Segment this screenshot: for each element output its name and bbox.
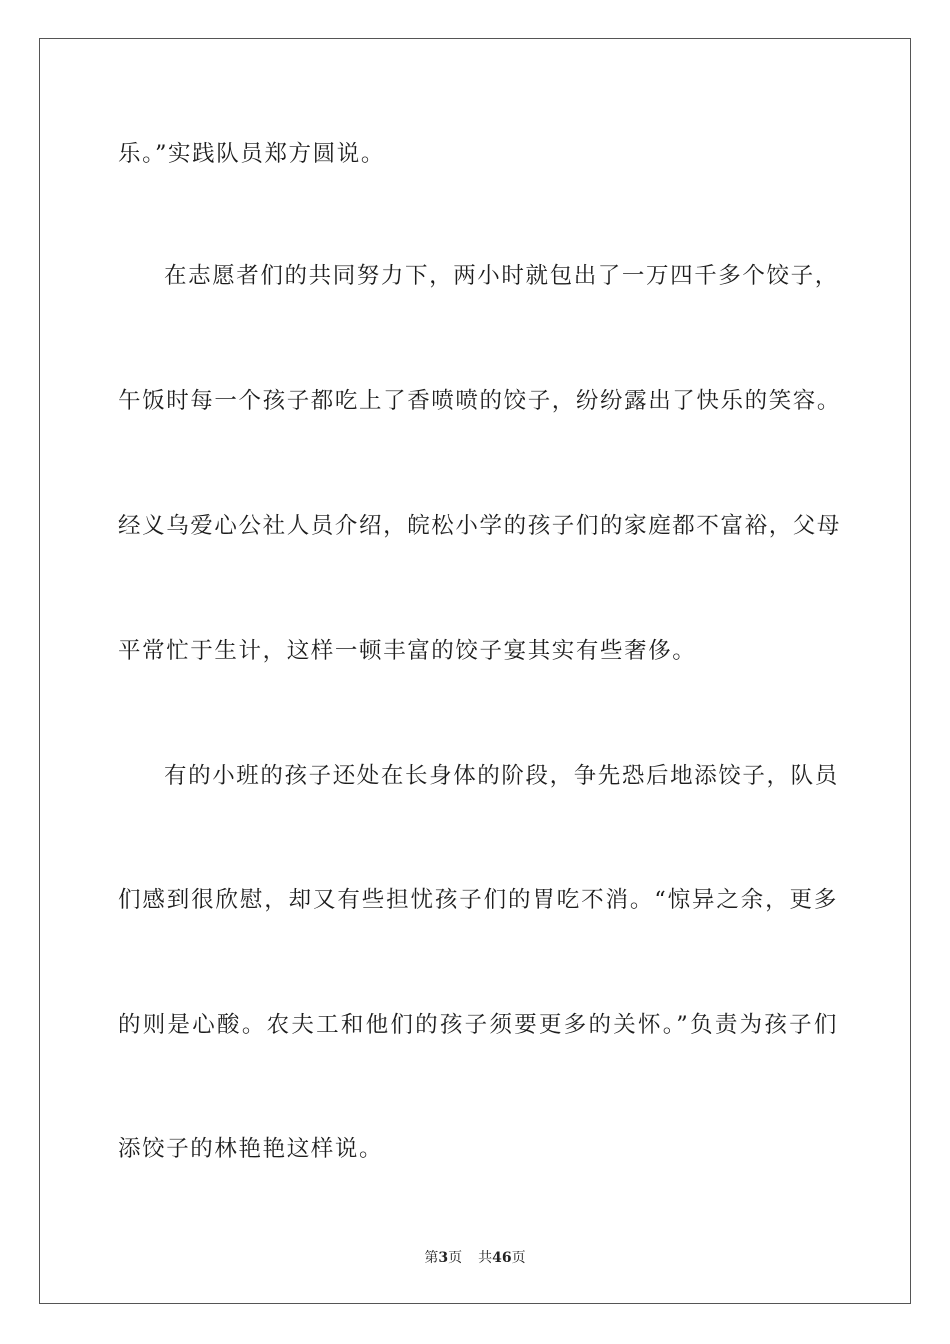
page-footer (0, 1247, 950, 1267)
page-number: 3 (438, 1250, 449, 1266)
text-line-8: 的则是心酸。农夫工和他们的孩子须要更多的关怀。”负责为孩子们 (118, 1012, 838, 1038)
text-line-3: 午饭时每一个孩子都吃上了香喷喷的饺子，纷纷露出了快乐的笑容。 (118, 388, 842, 414)
text-line-5: 平常忙于生计，这样一顿丰富的饺子宴其实有些奢侈。 (118, 638, 697, 664)
total-suffix: 页 (511, 1250, 526, 1266)
text-line-1: 乐。”实践队员郑方圆说。 (118, 141, 385, 167)
total-prefix: 共 (478, 1250, 493, 1266)
text-line-6: 有的小班的孩子还处在长身体的阶段，争先恐后地添饺子，队员 (164, 763, 839, 789)
page-suffix: 页 (448, 1250, 463, 1266)
text-line-4: 经义乌爱心公社人员介绍，皖松小学的孩子们的家庭都不富裕，父母 (118, 513, 842, 539)
page-border (39, 38, 911, 1304)
text-line-2: 在志愿者们的共同努力下，两小时就包出了一万四千多个饺子， (164, 263, 839, 289)
total-pages: 46 (492, 1250, 512, 1266)
page-prefix: 第 (424, 1250, 439, 1266)
text-line-7: 们感到很欣慰，却又有些担忧孩子们的胃吃不消。“惊异之余，更多 (118, 887, 838, 913)
text-line-9: 添饺子的林艳艳这样说。 (118, 1136, 384, 1162)
